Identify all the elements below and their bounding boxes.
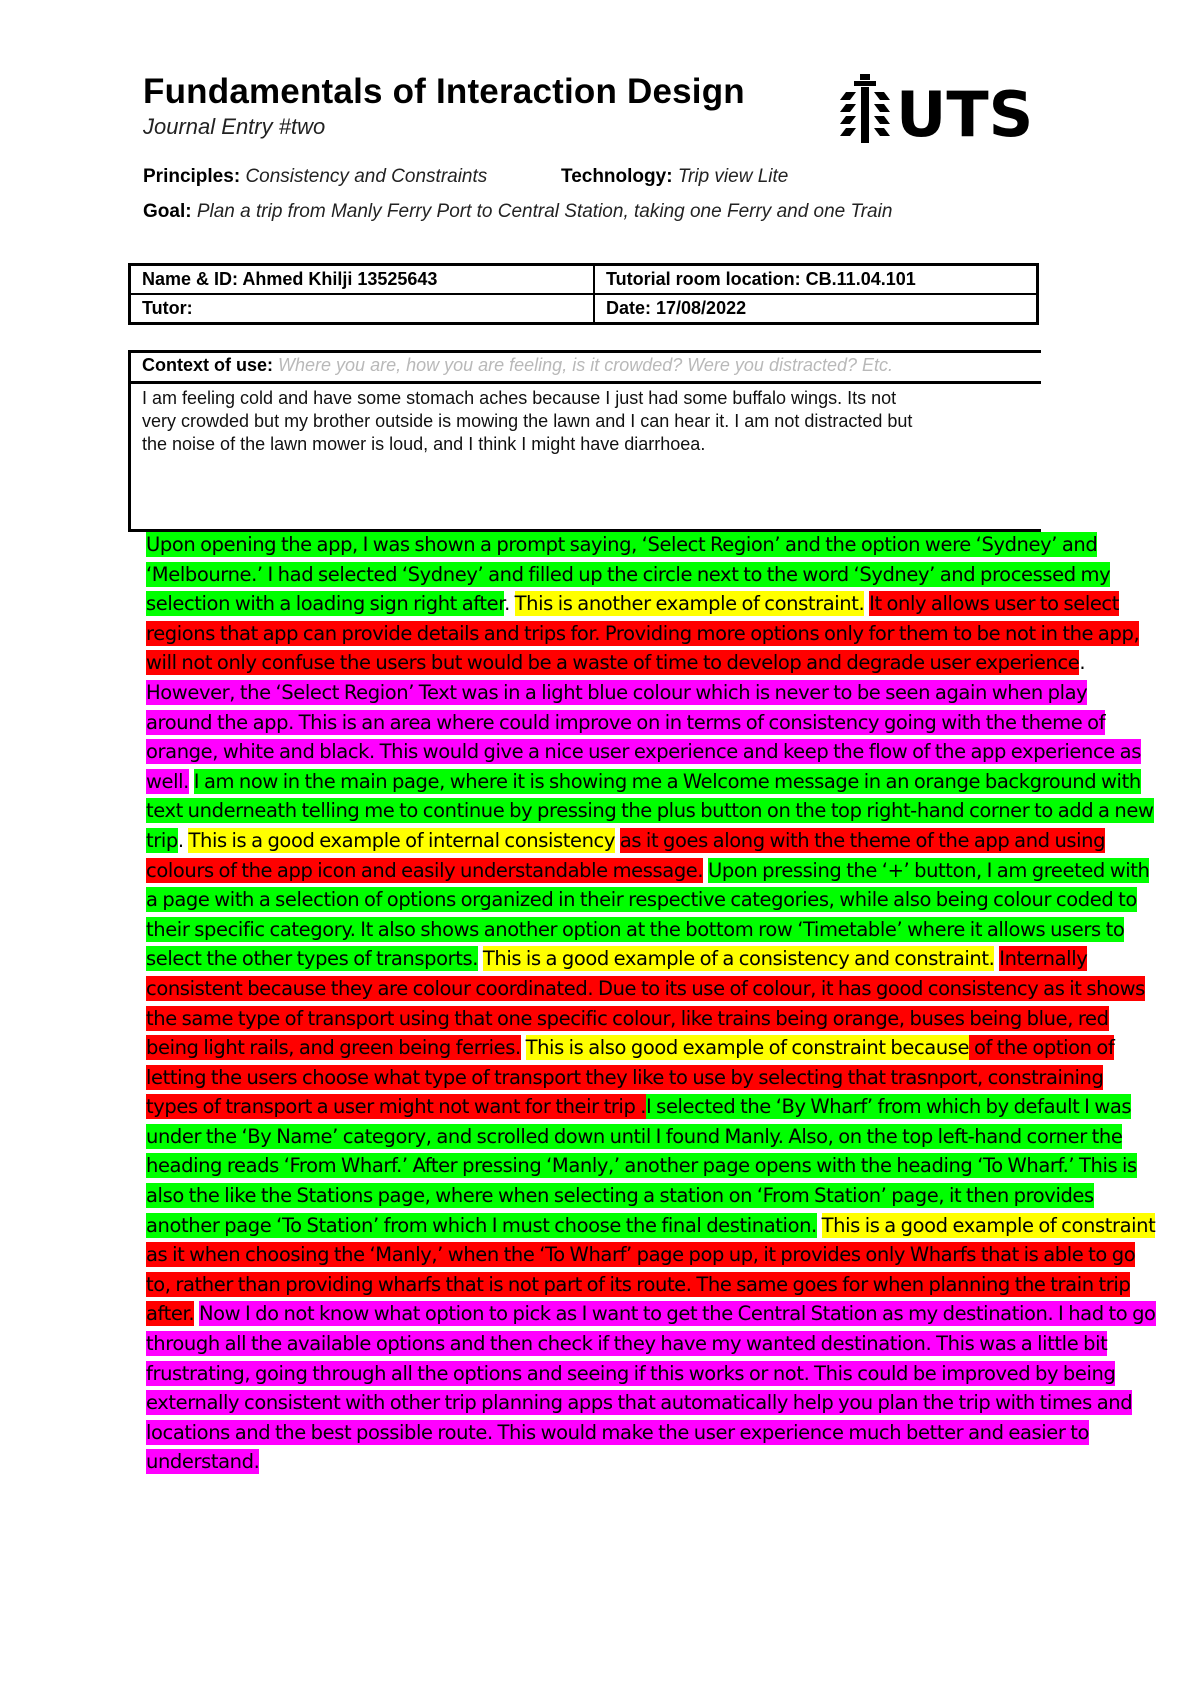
journal-segment-green: Upon opening the app, I was shown a prompt saying, ‘Select Region’ and the option were ‘Sydney’ and ‘Melbourne.’ I had selected ‘Sydney’ and filled up the circle next to the word ‘Sydney’ and processed my selection with a loading sign right after	[146, 533, 1111, 616]
journal-segment-red: Internally consistent because they are colour coordinated. Due to its use of colour, it has good consistency as it shows the same type of transport using that one specific colour, like trains being orange, buses being blue, red being light rails, and green being ferries.	[146, 947, 1145, 1060]
technology-value: Trip view Lite	[677, 166, 789, 187]
uts-logo-text: UTS	[896, 78, 1034, 151]
tutorial-room-cell: Tutorial room location: CB.11.04.101	[594, 265, 1038, 295]
journal-segment-magenta: However, the ‘Select Region’ Text was in a light blue colour which is never to be seen again when play around the app. This is an area where could improve on in terms of consistency going with the theme of orange, white and black. This would give a nice user experience and keep the flow of the app experience as well.	[146, 680, 1141, 793]
journal-segment-red: It only allows user to select regions that app can provide details and trips for. Providing more options only for them to be not in the app, will not only confuse the users but would be a waste of time to develop and degrade user experience	[146, 592, 1140, 675]
context-header	[131, 353, 1041, 384]
journal-segment-none: .	[1079, 651, 1086, 675]
journal-segment-yellow: This is a good example of constraint	[821, 1213, 1156, 1237]
technology-label: Technology:	[561, 166, 673, 187]
context-line: very crowded but my brother outside is mowing the lawn and I can hear it. I am not distracted but	[142, 411, 913, 431]
context-placeholder: Where you are, how you are feeling, is it crowded? Were you distracted? Etc.	[278, 355, 894, 375]
journal-segment-green: I am now in the main page, where it is showing me a Welcome message in an orange background with text underneath telling me to continue by pressing the plus button on the top right-hand corner to add a new trip	[146, 769, 1154, 852]
journal-segment-none: .	[177, 828, 189, 852]
context-line: I am feeling cold and have some stomach aches because I just had some buffalo wings. Its not	[142, 388, 897, 408]
journal-segment-none	[521, 1035, 526, 1060]
principles-value: Consistency and Constraints	[245, 166, 488, 187]
journal-entry-subtitle: Journal Entry #two	[143, 114, 326, 139]
student-info-table	[128, 263, 1039, 325]
goal-value: Plan a trip from Manly Ferry Port to Central Station, taking one Ferry and one Train	[196, 201, 893, 222]
technology-line	[561, 166, 788, 188]
journal-segment-yellow: This is a good example of a consistency and constraint.	[482, 947, 995, 971]
journal-segment-red: as it goes along with the theme of the app and using colours of the app icon and easily understandable message.	[146, 828, 1106, 882]
principles-label: Principles:	[143, 166, 241, 187]
journal-segment-yellow: This is a good example of internal consistency	[188, 828, 616, 852]
uts-logo	[840, 74, 1034, 151]
tutor-cell: Tutor:	[130, 294, 595, 324]
name-id-cell: Name & ID: Ahmed Khilji 13525643	[130, 265, 595, 295]
journal-segment-red: of the option of letting the users choose what type of transport they like to use by selecting that trasnport, constraining types of transport a user might not want for their trip .	[146, 1036, 1115, 1119]
uts-crest-icon	[840, 74, 890, 143]
journal-body	[146, 530, 1156, 1477]
page-title: Fundamentals of Interaction Design	[143, 72, 745, 111]
journal-segment-yellow: This is another example of constraint.	[514, 592, 865, 616]
journal-segment-yellow: This is also good example of constraint because	[525, 1036, 970, 1060]
journal-segment-magenta: Now I do not know what option to pick as I want to get the Central Station as my destination. I had to go through all the available options and then check if they have my wanted destination. This was a little bit frustrating, going through all the options and seeing if this works or not. This could be improved by being externally consistent with other trip planning apps that automatically help you plan the trip with times and locations and the best possible route. This would make the user experience much better and easier to understand.	[146, 1302, 1156, 1474]
journal-segment-none: .	[504, 592, 515, 616]
context-text	[131, 384, 1041, 459]
principles-line	[143, 166, 487, 188]
context-of-use-box	[128, 350, 1041, 532]
journal-segment-red: as it when choosing the ‘Manly,’ when the ‘To Wharf’ page pop up, it provides only Wharfs that is able to go to, rather than providing wharfs that is not part of its route. The same goes for when planning the train trip after.	[146, 1243, 1136, 1326]
date-cell: Date: 17/08/2022	[594, 294, 1038, 324]
goal-label: Goal:	[143, 201, 192, 222]
journal-segment-green: Upon pressing the ‘+’ button, I am greeted with a page with a selection of options organized in their respective categories, while also being colour coded to their specific category. It also shows another option at the bottom row ‘Timetable’ where it allows users to select the other types of transports.	[146, 858, 1150, 971]
journal-segment-green: I selected the ‘By Wharf’ from which by default I was under the ‘By Name’ category, and scrolled down until I found Manly. Also, on the top left-hand corner the heading reads ‘From Wharf.’ After pressing ‘Manly,’ another page opens with the heading ‘To Wharf.’ This is also the like the Stations page, where when selecting a station on ‘From Station’ page, it then provides another page ‘To Station’ from which I must choose the final destination.	[146, 1095, 1137, 1237]
goal-line	[143, 201, 892, 223]
context-label: Context of use:	[142, 355, 274, 375]
context-line: the noise of the lawn mower is loud, and I think I might have diarrhoea.	[142, 434, 706, 454]
journal-segment-none	[817, 1213, 822, 1238]
